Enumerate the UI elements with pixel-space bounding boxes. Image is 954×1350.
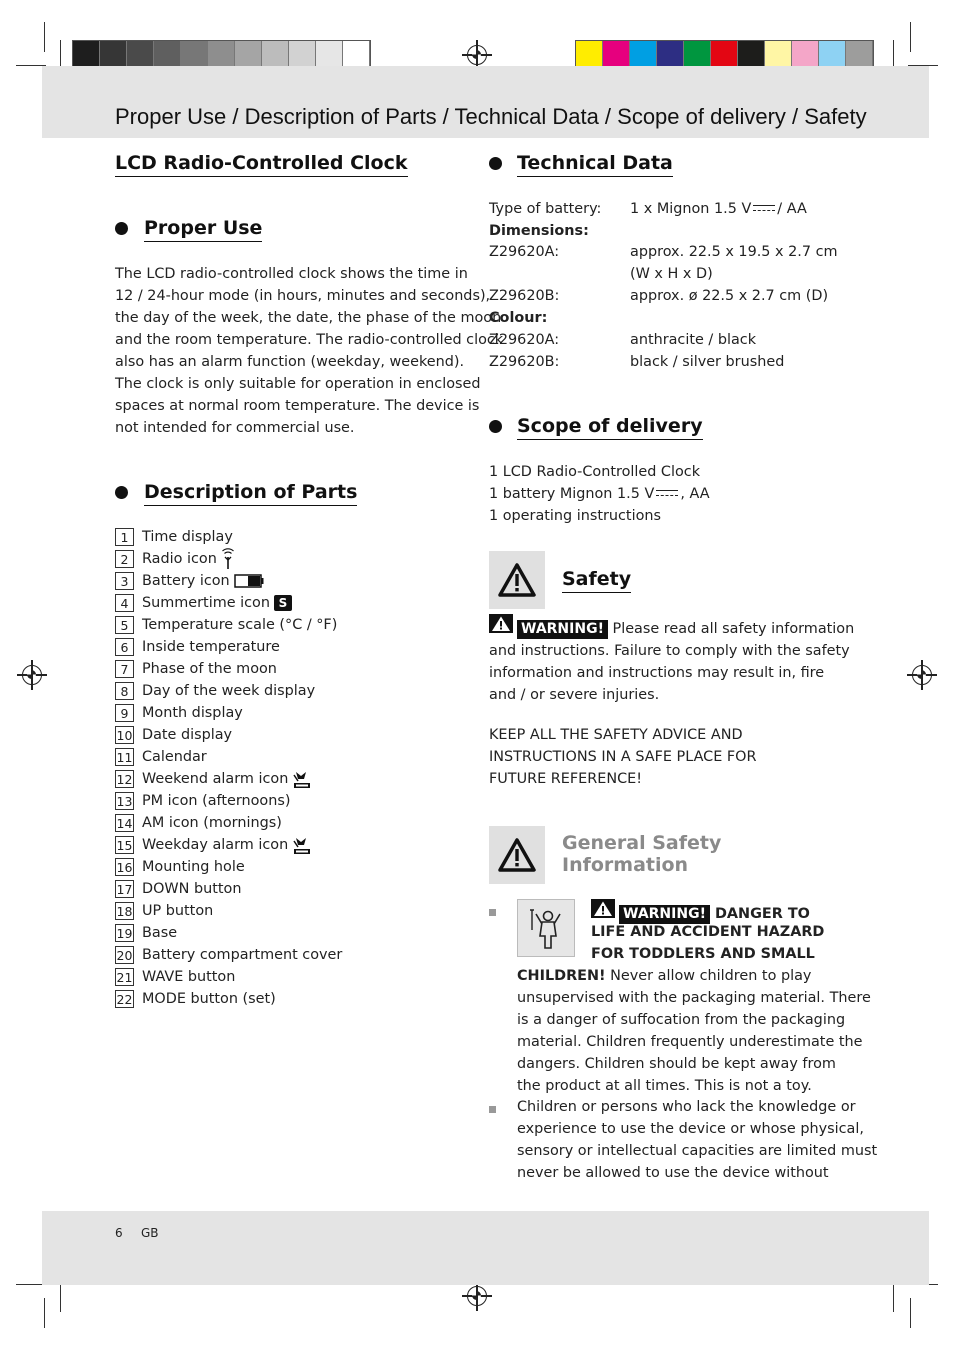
main-title: LCD Radio-Controlled Clock (115, 152, 408, 177)
part-number: 13 (116, 794, 133, 809)
danger-line-2: LIFE AND ACCIDENT HAZARD (591, 924, 825, 940)
scope-item-2 (489, 483, 710, 505)
parts-list-item (115, 966, 342, 988)
parts-list-item (115, 790, 342, 812)
part-label: WAVE button (142, 969, 236, 985)
bullet-2-line: never be allowed to use the device without (517, 1165, 829, 1181)
parts-list-item (115, 900, 342, 922)
battery-value-b: / AA (777, 201, 807, 217)
summertime-icon: S (274, 595, 292, 611)
part-label: Weekday alarm icon (142, 837, 289, 853)
col-a-model: Z29620A: (489, 332, 560, 348)
parts-list-item (115, 636, 342, 658)
part-number: 8 (115, 682, 134, 700)
list-bullet-icon (489, 1106, 496, 1113)
bullet-1-line: is a danger of suffocation from the packaging (517, 1012, 846, 1028)
safety-warning-text (489, 614, 855, 706)
safety-warning-line: and / or severe injuries. (489, 687, 660, 703)
danger-text-1: DANGER TO (714, 906, 810, 922)
list-bullet-icon (489, 909, 496, 916)
part-number: 9 (115, 704, 134, 722)
part-label: DOWN button (142, 881, 242, 897)
part-label: Mounting hole (142, 859, 245, 875)
part-label: Calendar (142, 749, 207, 765)
bullet-1-line: the product at all times. This is not a toy. (517, 1078, 812, 1094)
parts-list-item (115, 724, 342, 746)
part-number: 19 (116, 926, 133, 941)
children-rest: Never allow children to play (605, 968, 812, 984)
battery-value-a: 1 x Mignon 1.5 V (630, 201, 752, 217)
col-a-value: anthracite / black (630, 332, 757, 348)
part-number: 16 (116, 860, 133, 875)
safety-heading: Safety (562, 568, 631, 593)
proper-use-line: The LCD radio-controlled clock shows the time in (115, 266, 468, 282)
part-label: Battery icon (142, 573, 230, 589)
page-title: Proper Use / Description of Parts / Technical Data / Scope of delivery / Safety (115, 104, 867, 129)
parts-list-item (115, 878, 342, 900)
part-label: AM icon (mornings) (142, 815, 282, 831)
part-label: Radio icon (142, 551, 217, 567)
parts-list-item (115, 592, 342, 614)
proper-use-text (115, 263, 503, 439)
keep-advice-line: INSTRUCTIONS IN A SAFE PLACE FOR (489, 749, 757, 765)
part-number: 18 (116, 904, 133, 919)
part-label: UP button (142, 903, 214, 919)
safety-warning-line: and instructions. Failure to comply with the safety (489, 643, 850, 659)
crop-mark (44, 22, 45, 52)
danger-line-3: FOR TODDLERS AND SMALL (591, 946, 815, 962)
registration-mark-icon (912, 665, 932, 685)
children-line (517, 965, 811, 987)
page-number: 6 (115, 1226, 123, 1240)
proper-use-line: also has an alarm function (weekday, weekend). (115, 354, 465, 370)
bullet-2-line: sensory or intellectual capacities are limited must (517, 1143, 878, 1159)
part-number: 4 (115, 594, 134, 612)
parts-list-item (115, 812, 342, 834)
keep-advice-line: FUTURE REFERENCE! (489, 771, 643, 787)
dc-symbol-icon (656, 489, 678, 499)
general-heading-line-1: General Safety (562, 832, 722, 854)
proper-use-heading: Proper Use (144, 217, 262, 242)
dim-a-model: Z29620A: (489, 244, 560, 260)
parts-list-item (115, 548, 342, 570)
parts-list-item (115, 834, 342, 856)
bullet-2-line: experience to use the device or whose physical, (517, 1121, 864, 1137)
scope-item-3: 1 operating instructions (489, 508, 661, 524)
language-code: GB (141, 1226, 159, 1240)
parts-list-item (115, 680, 342, 702)
keep-advice-line: KEEP ALL THE SAFETY ADVICE AND (489, 727, 743, 743)
scope-item-1: 1 LCD Radio-Controlled Clock (489, 464, 701, 480)
part-number: 10 (116, 728, 133, 743)
battery-value (630, 198, 807, 220)
general-heading-line-2: Information (562, 854, 689, 876)
part-number: 2 (115, 550, 134, 568)
radio-icon (221, 548, 235, 570)
parts-list-item (115, 526, 342, 548)
part-number: 12 (116, 772, 133, 787)
bullet-1-text (517, 987, 871, 1097)
part-number: 1 (115, 528, 134, 546)
dim-b-value: approx. ø 22.5 x 2.7 cm (D) (630, 288, 829, 304)
parts-list-item (115, 570, 342, 592)
bullet-1-line: unsupervised with the packaging material. There (517, 990, 871, 1006)
dc-symbol-icon (753, 204, 775, 214)
part-label: PM icon (afternoons) (142, 793, 291, 809)
bullet-1-line: dangers. Children should be kept away from (517, 1056, 836, 1072)
bullet-2-line: Children or persons who lack the knowledge or (517, 1099, 856, 1115)
children-bold: CHILDREN! (517, 968, 606, 984)
part-label: MODE button (set) (142, 991, 276, 1007)
alarm-bell-icon (292, 769, 312, 789)
section-bullet-icon (115, 222, 128, 235)
parts-list (115, 526, 342, 1010)
safety-warning-line: information and instructions may result in, fire (489, 665, 825, 681)
part-label: Base (142, 925, 178, 941)
part-label: Summertime icon (142, 595, 270, 611)
parts-list-item (115, 614, 342, 636)
part-number: 15 (116, 838, 133, 853)
parts-list-item (115, 768, 342, 790)
colour-label: Colour: (489, 310, 548, 326)
dim-a-value: approx. 22.5 x 19.5 x 2.7 cm (630, 244, 838, 260)
parts-list-item (115, 746, 342, 768)
child-hazard-icon (518, 900, 574, 956)
crop-mark (910, 1298, 911, 1328)
part-label: Month display (142, 705, 243, 721)
technical-heading: Technical Data (517, 152, 673, 177)
part-label: Date display (142, 727, 233, 743)
dimensions-label: Dimensions: (489, 223, 589, 239)
warning-small-triangle-icon (591, 899, 615, 918)
part-number: 5 (115, 616, 134, 634)
general-warning-box (489, 826, 545, 884)
warning-small-triangle-icon (489, 614, 513, 633)
part-label: Inside temperature (142, 639, 280, 655)
registration-mark-icon (467, 45, 487, 65)
warning-text-1: Please read all safety information (612, 621, 855, 637)
part-label: Time display (142, 529, 233, 545)
parts-list-item (115, 988, 342, 1010)
parts-list-item (115, 658, 342, 680)
footer-band (42, 1211, 929, 1285)
part-label: Day of the week display (142, 683, 316, 699)
proper-use-line: spaces at normal room temperature. The device is (115, 398, 480, 414)
proper-use-line: The clock is only suitable for operation in enclosed (115, 376, 481, 392)
parts-list-item (115, 702, 342, 724)
proper-use-line: 12 / 24-hour mode (in hours, minutes and seconds), (115, 288, 491, 304)
proper-use-line: not intended for commercial use. (115, 420, 355, 436)
crop-mark (60, 1282, 61, 1312)
parts-list-item (115, 856, 342, 878)
safety-warning-box (489, 551, 545, 609)
part-number: 17 (116, 882, 133, 897)
col-b-model: Z29620B: (489, 354, 560, 370)
scope-item-2b: , AA (680, 486, 710, 502)
warning-triangle-icon (497, 837, 537, 873)
parts-list-item (115, 944, 342, 966)
proper-use-line: and the room temperature. The radio-controlled clock (115, 332, 504, 348)
dim-b-model: Z29620B: (489, 288, 560, 304)
part-label: Weekend alarm icon (142, 771, 289, 787)
parts-list-item (115, 922, 342, 944)
scope-item-2a: 1 battery Mignon 1.5 V (489, 486, 655, 502)
dim-a-value-2: (W x H x D) (630, 266, 713, 282)
part-number: 6 (115, 638, 134, 656)
keep-advice-text (489, 724, 756, 790)
col-b-value: black / silver brushed (630, 354, 785, 370)
battery-label: Type of battery: (489, 201, 602, 217)
battery-icon (234, 574, 264, 588)
child-hazard-box (517, 899, 575, 957)
section-bullet-icon (489, 420, 502, 433)
registration-mark-icon (467, 1286, 487, 1306)
crop-mark (910, 22, 911, 52)
warning-label: WARNING! (517, 620, 608, 639)
warning-label-2: WARNING! (619, 905, 710, 924)
part-label: Temperature scale (°C / °F) (142, 617, 338, 633)
part-number: 21 (116, 970, 133, 985)
bullet-1-line: material. Children frequently underestimate the (517, 1034, 863, 1050)
part-label: Phase of the moon (142, 661, 277, 677)
registration-mark-icon (22, 665, 42, 685)
crop-mark (893, 1282, 894, 1312)
scope-heading: Scope of delivery (517, 415, 703, 440)
part-number: 22 (116, 992, 133, 1007)
part-number: 11 (116, 750, 133, 765)
section-bullet-icon (115, 486, 128, 499)
part-number: 3 (115, 572, 134, 590)
description-heading: Description of Parts (144, 481, 357, 506)
proper-use-line: the day of the week, the date, the phase of the moon (115, 310, 502, 326)
part-number: 20 (116, 948, 133, 963)
section-bullet-icon (489, 157, 502, 170)
part-number: 7 (115, 660, 134, 678)
alarm-bell-icon (292, 835, 312, 855)
part-number: 14 (116, 816, 133, 831)
part-label: Battery compartment cover (142, 947, 343, 963)
crop-mark (44, 1298, 45, 1328)
warning-triangle-icon (497, 562, 537, 598)
bullet-2-text (517, 1096, 877, 1184)
